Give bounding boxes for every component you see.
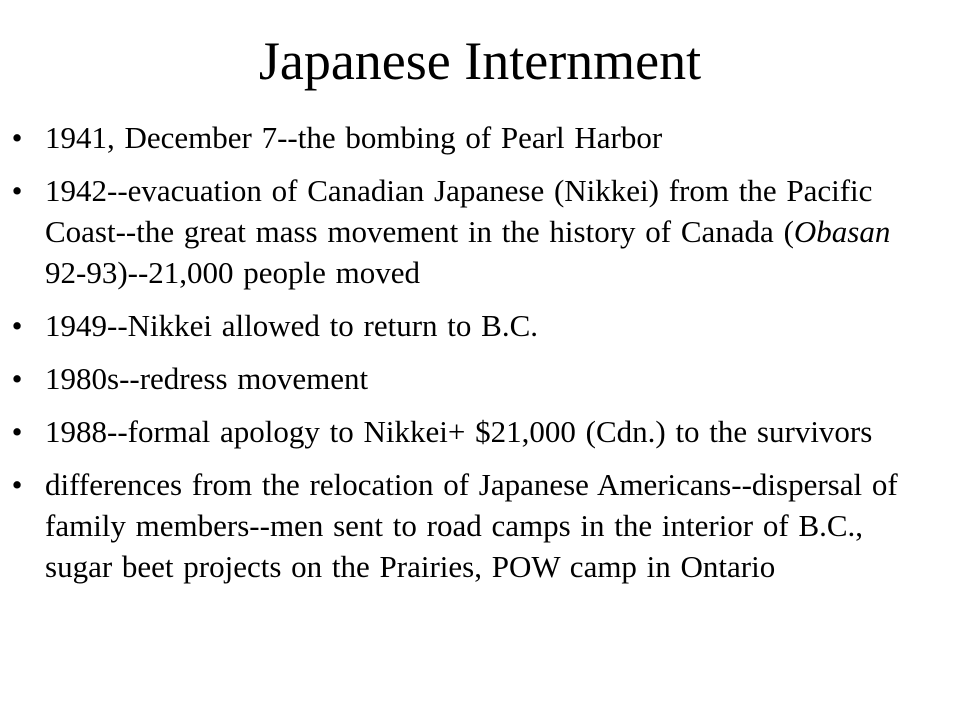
bullet-text: 1941, December 7--the bombing of Pearl Harbor [45,120,663,155]
bullet-text: 1988--formal apology to Nikkei+ $21,000 (Cdn.) to the survivors [45,414,873,449]
bullet-item-differences [0,464,900,587]
book-title-italic: Obasan [793,214,891,249]
bullet-marker: • [11,120,23,155]
bullet-text: 1949--Nikkei allowed to return to B.C. [45,308,538,343]
bullet-marker: • [11,308,23,343]
bullet-item-redress [0,358,900,399]
bullet-item-pearl-harbor [0,117,900,158]
bullet-marker: • [11,467,23,502]
bullet-text-part: 1942--evacuation of Canadian Japanese (Nikkei) from the Pacific Coast--the great mass movement in the history of Canada ( [45,173,873,249]
bullet-marker: • [11,361,23,396]
bullet-item-evacuation [0,170,900,293]
bullet-item-return [0,305,900,346]
bullet-marker: • [11,173,23,208]
bullet-marker: • [11,414,23,449]
bullet-text: differences from the relocation of Japanese Americans--dispersal of family members--men sent to road camps in the interior of B.C., sugar beet projects on the Prairies, POW camp in Ontario [45,467,898,584]
bullet-text-part: 92-93)--21,000 people moved [45,255,421,290]
bullet-item-apology [0,411,900,452]
bullet-text: 1980s--redress movement [45,361,369,396]
bullet-list [0,117,960,599]
slide-title: Japanese Internment [258,31,702,91]
bullet-text [45,173,890,290]
